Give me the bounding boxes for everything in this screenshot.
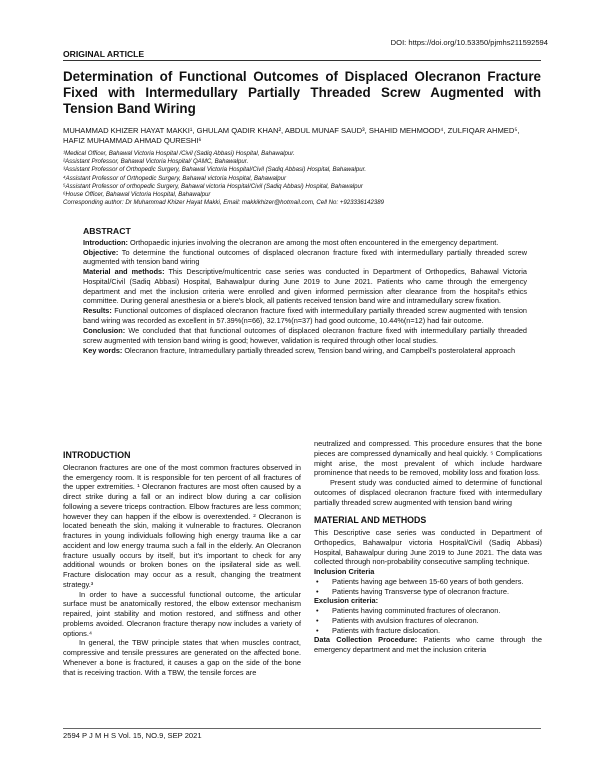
abstract-heading: ABSTRACT <box>83 226 131 236</box>
affiliation-2: ²Assistant Professor, Bahawal Victoria Hospital/ QAMC, Bahawalpur. <box>63 158 249 166</box>
abstract-text: Olecranon fracture, Intramedullary partially threaded screw, Tension band wiring, and Campbell's posterolateral approach <box>122 345 516 355</box>
page-footer: 2594 P J M H S Vol. 15, NO.9, SEP 2021 <box>63 731 202 740</box>
list-item: • Patients having comminuted fractures of olecranon. <box>314 606 542 616</box>
author-list: MUHAMMAD KHIZER HAYAT MAKKI¹, GHULAM QADIR KHAN², ABDUL MUNAF SAUD³, SHAHID MEHMOOD⁴, ZULFIQAR AHMED⁵, HAFIZ MUHAMMAD AHMAD QURESHI⁶ <box>63 126 520 145</box>
abstract-conclusion <box>83 326 527 345</box>
abstract-objective <box>83 248 527 267</box>
abstract-label: Conclusion: <box>83 325 126 335</box>
abstract-text: This Descriptive/multicentric case series was conducted in Department of Orthopedics, Bahawal Victoria Hospital/Civil (Sadiq Abbasi) Hospital, Bahawalpur during June 2019 to June 2021. Patients who came through the emergency department and met the inclusion criteria were enrolled and given informed permission after clearance from the hospital's ethics committee. During general anesthesia or a biere's block, all patients received tension band wire and intramedullary screw fixation. <box>83 267 527 306</box>
abstract-label: Results: <box>83 306 112 316</box>
affiliation-4: ⁴Assistant Professor of Orthopedic Surgery, Bahawal victoria Hospital, Bahawalpur <box>63 174 287 182</box>
corresponding-author: Corresponding author: Dr Muhammad Khizer Hayat Makki, Email: makkikhizer@hotmail.com, Cell No: +923336142389 <box>63 199 385 207</box>
article-type-label: ORIGINAL ARTICLE <box>63 49 145 59</box>
affiliation-6: ⁶House Officer, Bahawal Victoria Hospital, Bahawalpur <box>63 191 211 199</box>
introduction-heading: INTRODUCTION <box>63 450 131 460</box>
header-rule <box>63 60 541 61</box>
methods-heading: MATERIAL AND METHODS <box>314 515 427 526</box>
abstract-keywords <box>83 346 527 356</box>
abstract-block <box>83 227 527 356</box>
inclusion-list <box>314 577 542 597</box>
exclusion-list <box>314 606 542 635</box>
intro-paragraph-1: Olecranon fractures are one of the most common fractures observed in the emergency room. It is responsible for ten percent of all fractures of the upper extremities. ¹ Olecranon fractures are most often caused by a direct strike during a fall or an indirect blow during a car collision following a severe triceps contraction. Elbow fractures are less common; however they can happen if the elbow is overextended. ² Olecranon is located beneath the skin, making it vulnerable to fractures. Olecranon fractures in young individuals following high energy trauma like a car accident and low energy trauma such a fall in the elderly. An Olecranon fracture usually occurs by itself, but it's important to check for any additional wounds or broken bones on the ipsilateral side as well. Fracture dislocation may occur as a result, changing the treatment strategy.³ <box>63 462 301 589</box>
affiliation-3: ³Assistant Professor of Orthopedic Surgery, Bahawal Victoria Hospital/Civil (Sadiq Abbasi) Hospital, Bahawalpur. <box>63 166 367 174</box>
abstract-methods <box>83 267 527 305</box>
affiliation-1: ¹Medical Officer, Bahawal Victoria Hospital /Civil (Sadiq Abbasi) Hospital, Bahawalpur. <box>63 150 295 157</box>
data-collection-text: Patients who came through the emergency department and met the inclusion criteria <box>314 635 542 654</box>
footer-rule <box>63 728 541 729</box>
inclusion-heading: Inclusion Criteria <box>314 567 375 576</box>
intro-paragraph-3: In general, the TBW principle states that when muscles contract, compressive and tensile pressures are generated on the affected bone. Whenever a bone is fractured, it causes a gap on the side of the bone that is receiving traction. With a TBW, the tensile forces are <box>63 638 301 677</box>
exclusion-heading: Exclusion criteria: <box>314 596 379 606</box>
list-item: • Patients having age between 15-60 years of both genders. <box>314 577 542 587</box>
affiliation-5: ⁵Assistant Professor of orthopedic Surgery, Bahawal victoria Hospital/Civil (Sadiq Abbasi) Hospital, Bahawalpur <box>63 182 363 190</box>
list-item: • Patients with avulsion fractures of olecranon. <box>314 616 542 626</box>
abstract-text: Functional outcomes of displaced olecranon fracture fixed with intermedullary partially threaded screw augmented with tension band wiring was recorded as excellent in 57.39%(n=66), 32.17%(n=37) had good outcome, 10.44%(n=12) had fair outcome. <box>83 306 527 325</box>
left-column <box>63 451 301 677</box>
abstract-label: Objective: <box>83 247 119 257</box>
right-column <box>314 439 542 655</box>
data-collection-label: Data Collection Procedure: <box>314 635 418 645</box>
data-collection-paragraph <box>314 635 542 655</box>
list-item: • Patients with fracture dislocation. <box>314 626 542 636</box>
article-title: Determination of Functional Outcomes of Displaced Olecranon Fracture Fixed with Intermedullary Partially Threaded Screw Augmented with Tension Band Wiring <box>63 69 541 116</box>
affiliations <box>63 150 541 207</box>
intro-continuation: neutralized and compressed. This procedure ensures that the bone pieces are compressed dynamically and heal quickly. ⁵ Complications might arise, the most prevalent of which include hardware prominence that needs to be removed, mobility loss and fixation loss. <box>314 439 542 478</box>
abstract-label: Material and methods: <box>83 267 165 277</box>
intro-paragraph-2: In order to have a successful functional outcome, the articular surface must be anatomically restored, the elbow extensor mechanism repaired, joint stability and motion restored, and stiffness and other problems avoided. Olecranon fracture therapy now includes a variety of options.⁴ <box>63 589 301 638</box>
abstract-results <box>83 306 527 325</box>
abstract-label: Key words: <box>83 345 123 355</box>
abstract-text: Orthopaedic injuries involving the olecranon are among the most often encountered in the emergency department. <box>128 237 499 247</box>
methods-paragraph: This Descriptive case series was conducted in Department of Orthopedics, Bahawalpur victoria Hospital/Civil (Sadiq Abbasi) Hospital, Bahawalpur during June 2019 to June 2021. The data was collected through non-probability consecutive sampling technique. <box>314 528 542 567</box>
abstract-introduction <box>83 238 527 248</box>
study-aim-paragraph: Present study was conducted aimed to determine of functional outcomes of displaced olecranon fracture fixed with intermedullary partially threaded screw augmented with tension band wiring <box>314 478 542 507</box>
abstract-label: Introduction: <box>83 237 128 247</box>
list-item: • Patients having Transverse type of olecranon fracture. <box>314 587 542 597</box>
abstract-text: We concluded that that functional outcomes of displaced olecranon fracture fixed with intermedullary partially threaded screw augmented with tension band wiring is good; however, validation is required through other local studies. <box>83 325 527 345</box>
doi-link: DOI: https://doi.org/10.53350/pjmhs211592594 <box>390 38 548 47</box>
abstract-text: To determine the functional outcomes of displaced olecranon fracture fixed with intermedullary partially threaded screw augmented with tension band wiring <box>83 247 527 267</box>
